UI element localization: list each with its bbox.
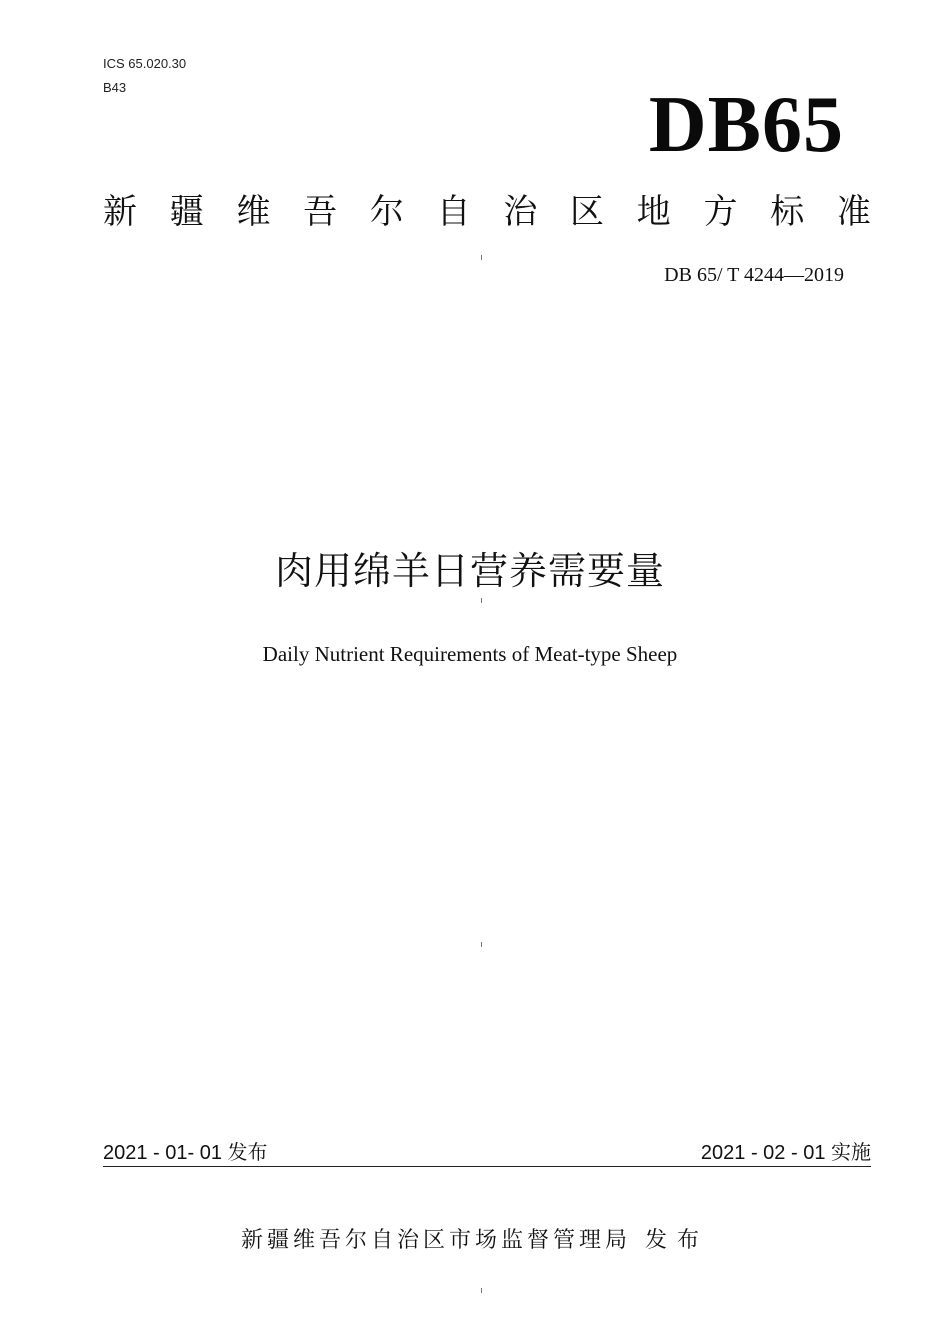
issue-date: 2021 - 01- 01 发布 [103,1142,268,1164]
publisher-line [0,1224,950,1258]
authority-char: 维 [236,192,271,232]
ics-code: ICS 65.020.30 [103,56,187,71]
authority-char: 自 [436,192,471,232]
date-divider [103,1166,871,1167]
document-title-chinese: 肉用绵羊日营养需要量 [274,549,665,593]
publisher-name: 新疆维吾尔自治区市场监督管理局 [240,1228,631,1253]
date-row [103,1140,871,1166]
publisher-suffix: 发布 [645,1228,710,1253]
authority-char: 方 [703,192,738,232]
classification-codes [103,52,186,100]
authority-char: 地 [636,192,671,232]
authority-char: 吾 [303,192,338,232]
scan-speck [481,255,482,260]
document-title-english: Daily Nutrient Requirements of Meat-type Sheep [262,642,678,666]
standard-logo: DB65 [648,81,844,169]
scan-speck [481,942,482,947]
authority-char: 治 [503,192,538,232]
authority-char: 标 [770,192,805,232]
scan-speck [481,1288,482,1293]
ccs-code: B43 [103,80,127,95]
authority-char: 疆 [169,192,204,232]
standard-authority-title [103,190,871,234]
authority-char: 新 [103,192,137,232]
authority-char: 区 [570,192,605,232]
scan-speck [481,598,482,603]
standard-number: DB 65/ T 4244—2019 [664,264,844,286]
authority-char: 准 [836,192,871,232]
authority-char: 尔 [369,192,404,232]
effective-date: 2021 - 02 - 01 实施 [700,1142,871,1164]
